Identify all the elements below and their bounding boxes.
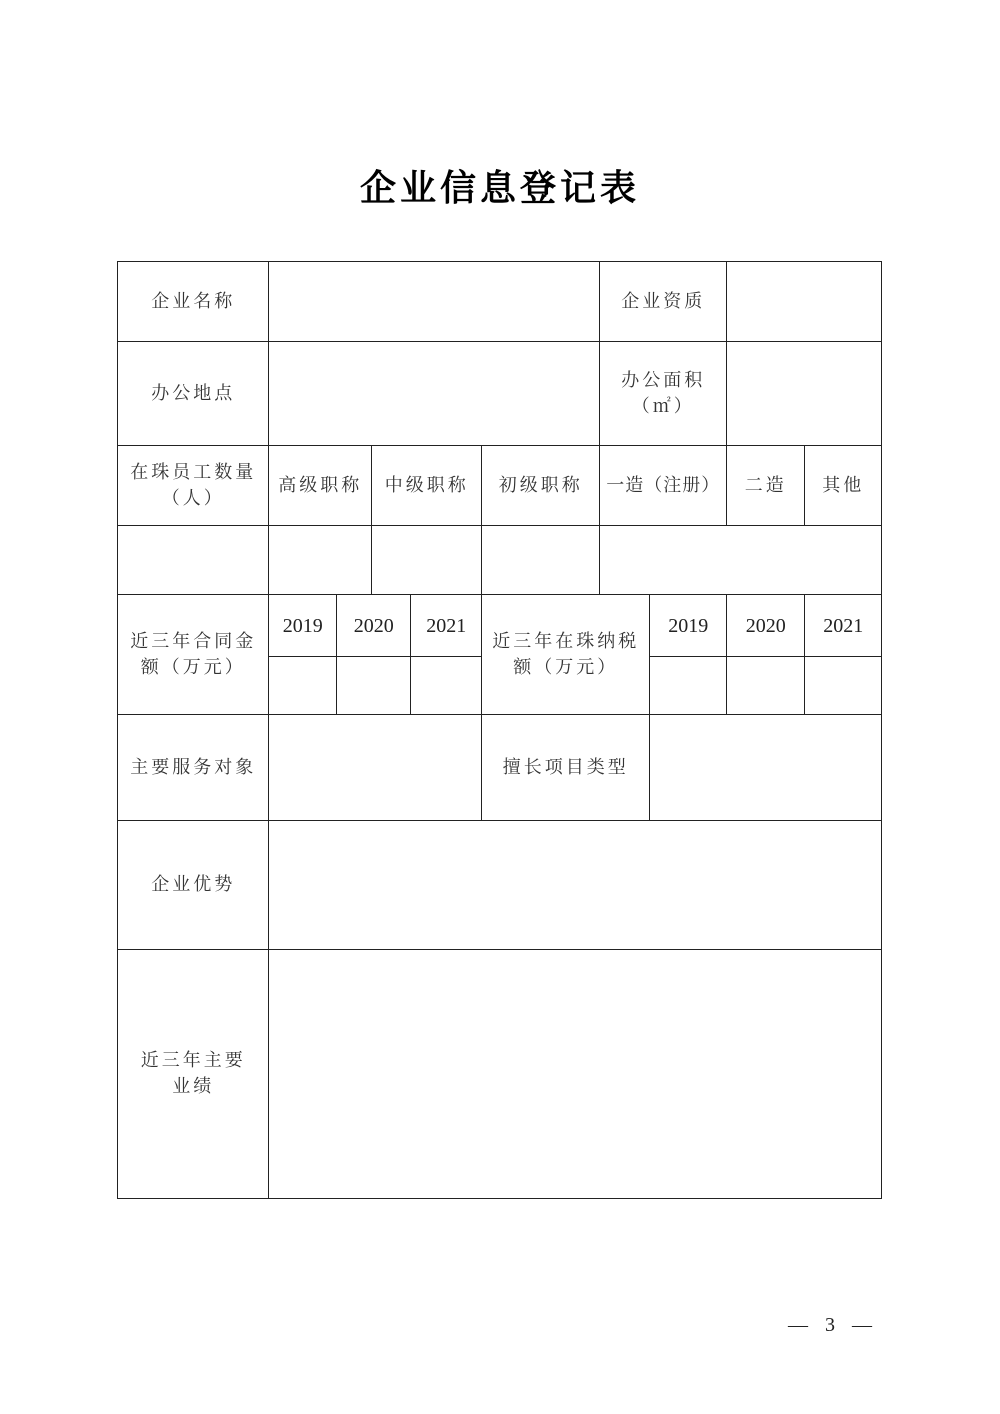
label-text: 额（万元） [140,656,246,678]
performance-field[interactable] [268,949,882,1199]
staff-col-other [804,445,882,526]
staff-col-senior [268,445,372,526]
label-text: 额（万元） [513,656,619,678]
advantage-label [117,820,269,950]
office-area-field[interactable] [726,341,882,446]
contract-amount-label [117,594,269,715]
year-text: 2019 [668,614,709,637]
staff-col-junior [481,445,600,526]
office-area-label [599,341,727,446]
company-name-label [117,261,269,342]
company-name-field[interactable] [268,261,600,342]
label-text: 近三年在珠纳税 [492,630,640,652]
label-text: 一造（注册） [606,474,721,496]
contract-2019-field[interactable] [268,656,337,715]
tax-year-2021 [804,594,882,657]
label-text: 中级职称 [384,474,469,496]
staff-col-intermediate [371,445,482,526]
label-text: （㎡） [631,395,695,417]
office-location-label [117,341,269,446]
label-text: 高级职称 [278,474,363,496]
contract-2020-field[interactable] [336,656,411,715]
staff-col-second-cost-engineer [726,445,805,526]
staff-count-label [117,445,269,526]
performance-label [117,949,269,1199]
page-title: 企业信息登记表 [359,167,640,209]
staff-senior-field[interactable] [268,525,372,595]
tax-amount-label [481,594,650,715]
contract-2021-field[interactable] [410,656,482,715]
tax-2020-field[interactable] [726,656,805,715]
year-text: 2020 [745,614,786,637]
tax-2019-field[interactable] [649,656,727,715]
label-text: 业绩 [172,1076,215,1098]
label-text: 擅长项目类型 [502,756,629,778]
registration-form-table [118,262,882,1199]
label-text: 企业优势 [151,874,236,896]
page-number: — 3 — [788,1314,878,1336]
staff-junior-field[interactable] [481,525,600,595]
contract-year-2019 [268,594,337,657]
label-text: 二造 [744,474,787,496]
year-text: 2019 [282,614,323,637]
label-text: 主要服务对象 [130,756,257,778]
qualification-label [599,261,727,342]
office-location-field[interactable] [268,341,600,446]
contract-year-2020 [336,594,411,657]
advantage-field[interactable] [268,820,882,950]
project-type-field[interactable] [649,714,882,821]
tax-2021-field[interactable] [804,656,882,715]
year-text: 2020 [353,614,394,637]
label-text: （人） [161,487,225,509]
label-text: 近三年主要 [140,1050,246,1072]
staff-col-first-cost-engineer [599,445,727,526]
label-text: 办公面积 [621,369,706,391]
label-text: 办公地点 [151,382,236,404]
year-text: 2021 [823,614,864,637]
label-text: 近三年合同金 [130,630,257,652]
label-text: 企业名称 [151,290,236,312]
label-text: 企业资质 [621,290,706,312]
contract-year-2021 [410,594,482,657]
tax-year-2020 [726,594,805,657]
label-text: 其他 [822,474,865,496]
year-text: 2021 [426,614,467,637]
staff-engineers-field[interactable] [599,525,882,595]
staff-intermediate-field[interactable] [371,525,482,595]
label-text: 初级职称 [498,474,583,496]
label-text: 在珠员工数量 [130,461,257,483]
service-target-label [117,714,269,821]
staff-total-field[interactable] [117,525,269,595]
project-type-label [481,714,650,821]
qualification-field[interactable] [726,261,882,342]
service-target-field[interactable] [268,714,482,821]
tax-year-2019 [649,594,727,657]
